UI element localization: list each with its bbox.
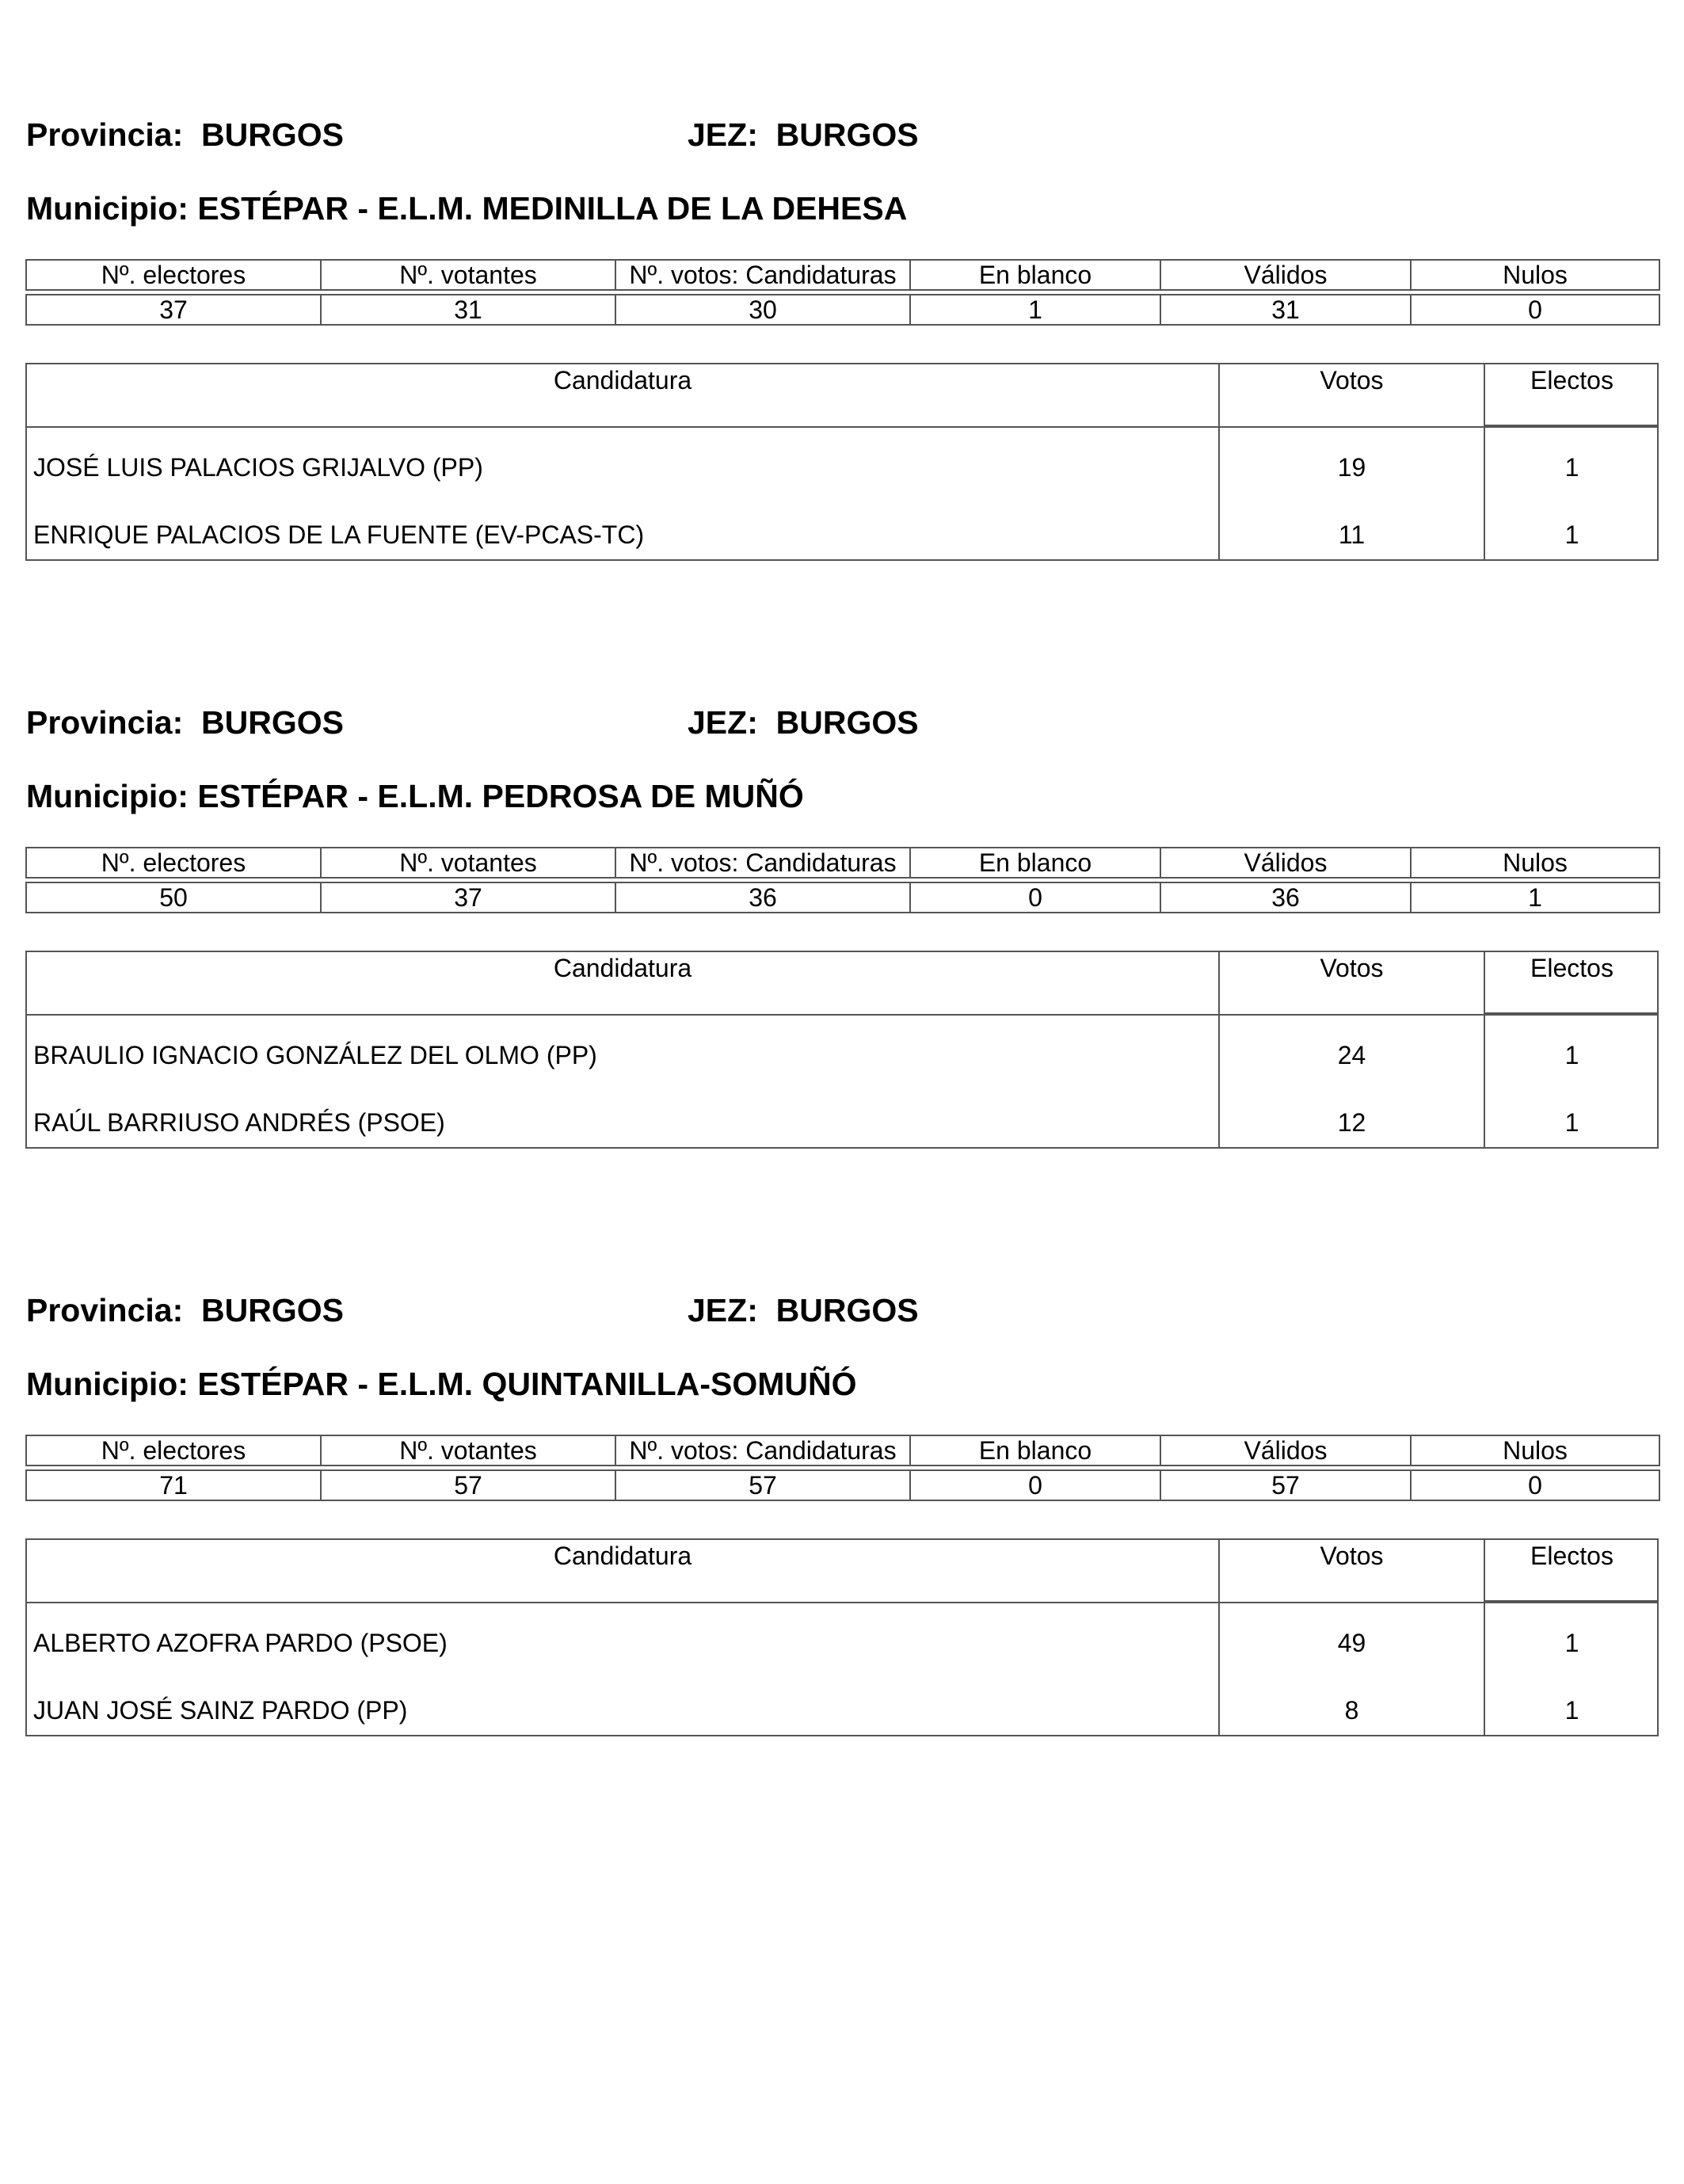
provincia-heading xyxy=(26,115,344,154)
stats-value-row xyxy=(26,1470,1659,1500)
stats-value-votantes: 37 xyxy=(321,882,615,913)
candidate-votos: 8 xyxy=(1344,1696,1359,1725)
stats-value-validos: 31 xyxy=(1160,295,1411,325)
candidates-table xyxy=(25,363,1659,561)
candidate-electos: 1 xyxy=(1564,1041,1579,1069)
stats-value-en-blanco: 0 xyxy=(910,882,1160,913)
candidate-votos: 49 xyxy=(1337,1629,1366,1657)
stats-value-validos: 57 xyxy=(1160,1470,1411,1500)
provincia-label: Provincia: xyxy=(26,704,184,741)
candidate-electos: 1 xyxy=(1564,520,1579,549)
electos-column-header: Electos xyxy=(1530,366,1614,394)
jez-value: BURGOS xyxy=(775,116,919,153)
stats-value-en-blanco: 1 xyxy=(910,295,1160,325)
votos-column-header: Votos xyxy=(1320,1542,1384,1570)
stats-header-electores: Nº. electores xyxy=(26,848,321,878)
candidates-table xyxy=(25,1538,1659,1736)
stats-header-nulos: Nulos xyxy=(1411,848,1659,878)
stats-header-nulos: Nulos xyxy=(1411,1435,1659,1466)
stats-table xyxy=(25,847,1660,913)
municipio-heading xyxy=(26,776,804,816)
candidate-row xyxy=(27,1038,1657,1073)
stats-header-validos: Válidos xyxy=(1160,260,1411,290)
provincia-value: BURGOS xyxy=(201,116,344,153)
stats-table xyxy=(25,259,1660,326)
stats-header-row xyxy=(26,1435,1659,1466)
stats-value-electores: 37 xyxy=(26,295,321,325)
jez-label: JEZ: xyxy=(688,1292,758,1328)
election-section xyxy=(0,0,1684,549)
stats-value-en-blanco: 0 xyxy=(910,1470,1160,1500)
candidate-name: JOSÉ LUIS PALACIOS GRIJALVO (PP) xyxy=(33,453,483,482)
candidate-name: JUAN JOSÉ SAINZ PARDO (PP) xyxy=(33,1696,408,1725)
candidatura-column-header: Candidatura xyxy=(553,366,692,394)
jez-label: JEZ: xyxy=(688,704,758,741)
electos-column-header: Electos xyxy=(1530,1542,1614,1570)
stats-value-electores: 50 xyxy=(26,882,321,913)
municipio-heading xyxy=(26,189,907,228)
candidatura-column-header: Candidatura xyxy=(553,954,692,982)
jez-heading xyxy=(688,1290,919,1330)
municipio-heading xyxy=(26,1364,857,1404)
stats-header-row xyxy=(26,848,1659,878)
stats-value-nulos: 0 xyxy=(1411,295,1659,325)
candidate-name: ENRIQUE PALACIOS DE LA FUENTE (EV-PCAS-TC) xyxy=(33,520,645,549)
stats-header-nulos: Nulos xyxy=(1411,260,1659,290)
stats-header-votos-candidaturas: Nº. votos: Candidaturas xyxy=(615,260,910,290)
stats-header-votantes: Nº. votantes xyxy=(321,1435,615,1466)
stats-value-votantes: 57 xyxy=(321,1470,615,1500)
provincia-label: Provincia: xyxy=(26,1292,184,1328)
jez-value: BURGOS xyxy=(775,1292,919,1328)
stats-header-en-blanco: En blanco xyxy=(910,848,1160,878)
stats-table xyxy=(25,1435,1660,1501)
municipio-value: ESTÉPAR - E.L.M. QUINTANILLA-SOMUÑÓ xyxy=(197,1366,857,1402)
candidate-votos: 11 xyxy=(1338,520,1366,549)
stats-header-votos-candidaturas: Nº. votos: Candidaturas xyxy=(615,848,910,878)
stats-value-row xyxy=(26,295,1659,325)
stats-header-votantes: Nº. votantes xyxy=(321,260,615,290)
election-section xyxy=(0,588,1684,1137)
candidate-name: ALBERTO AZOFRA PARDO (PSOE) xyxy=(33,1629,448,1657)
electos-column-header: Electos xyxy=(1530,954,1614,982)
candidate-votos: 19 xyxy=(1337,453,1366,482)
candidate-name: RAÚL BARRIUSO ANDRÉS (PSOE) xyxy=(33,1108,445,1137)
candidate-row xyxy=(27,1105,1657,1140)
candidate-name: BRAULIO IGNACIO GONZÁLEZ DEL OLMO (PP) xyxy=(33,1041,597,1069)
votos-column-header: Votos xyxy=(1320,954,1384,982)
stats-value-votos-candidaturas: 30 xyxy=(615,295,910,325)
votos-column-header: Votos xyxy=(1320,366,1384,394)
stats-value-votos-candidaturas: 57 xyxy=(615,1470,910,1500)
candidate-votos: 12 xyxy=(1337,1108,1366,1137)
jez-heading xyxy=(688,115,919,154)
provincia-value: BURGOS xyxy=(201,704,344,741)
stats-header-votos-candidaturas: Nº. votos: Candidaturas xyxy=(615,1435,910,1466)
jez-heading xyxy=(688,703,919,742)
stats-value-row xyxy=(26,882,1659,913)
candidate-row xyxy=(27,450,1657,485)
provincia-label: Provincia: xyxy=(26,116,184,153)
stats-header-en-blanco: En blanco xyxy=(910,1435,1160,1466)
stats-value-electores: 71 xyxy=(26,1470,321,1500)
provincia-heading xyxy=(26,703,344,742)
municipio-label: Municipio: xyxy=(26,778,189,814)
stats-value-votantes: 31 xyxy=(321,295,615,325)
jez-label: JEZ: xyxy=(688,116,758,153)
candidate-electos: 1 xyxy=(1564,453,1579,482)
jez-value: BURGOS xyxy=(775,704,919,741)
stats-value-nulos: 1 xyxy=(1411,882,1659,913)
candidatura-column-header: Candidatura xyxy=(553,1542,692,1570)
provincia-heading xyxy=(26,1290,344,1330)
municipio-value: ESTÉPAR - E.L.M. PEDROSA DE MUÑÓ xyxy=(197,778,804,814)
candidate-row xyxy=(27,517,1657,552)
stats-value-votos-candidaturas: 36 xyxy=(615,882,910,913)
stats-header-en-blanco: En blanco xyxy=(910,260,1160,290)
stats-header-votantes: Nº. votantes xyxy=(321,848,615,878)
stats-value-nulos: 0 xyxy=(1411,1470,1659,1500)
stats-header-validos: Válidos xyxy=(1160,1435,1411,1466)
stats-header-electores: Nº. electores xyxy=(26,1435,321,1466)
candidates-table xyxy=(25,951,1659,1149)
candidate-votos: 24 xyxy=(1337,1041,1366,1069)
municipio-value: ESTÉPAR - E.L.M. MEDINILLA DE LA DEHESA xyxy=(197,190,908,227)
candidate-row xyxy=(27,1626,1657,1660)
candidate-electos: 1 xyxy=(1564,1629,1579,1657)
candidate-electos: 1 xyxy=(1564,1696,1579,1725)
municipio-label: Municipio: xyxy=(26,1366,189,1402)
stats-value-validos: 36 xyxy=(1160,882,1411,913)
candidate-row xyxy=(27,1693,1657,1728)
stats-header-row xyxy=(26,260,1659,290)
stats-header-electores: Nº. electores xyxy=(26,260,321,290)
stats-header-validos: Válidos xyxy=(1160,848,1411,878)
provincia-value: BURGOS xyxy=(201,1292,344,1328)
municipio-label: Municipio: xyxy=(26,190,189,227)
election-section xyxy=(0,1176,1684,1725)
candidate-electos: 1 xyxy=(1564,1108,1579,1137)
